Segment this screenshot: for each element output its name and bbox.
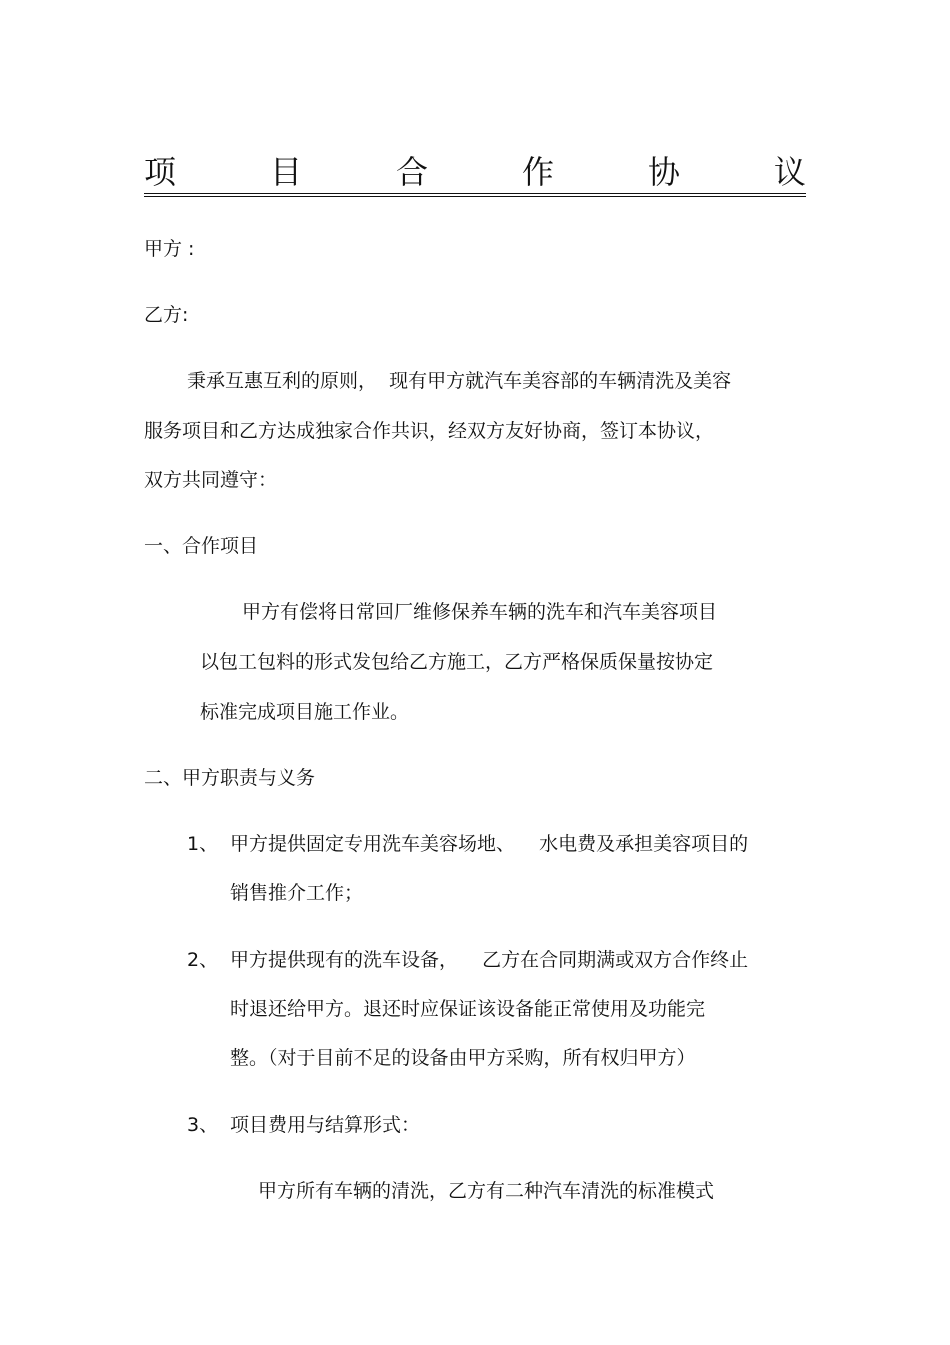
title-char: 作 (521, 153, 554, 191)
preamble-line: 服务项目和乙方达成独家合作共识，经双方友好协商，签订本协议， (144, 420, 715, 442)
party-b-label: 乙方: (144, 304, 189, 326)
list-item-body-line: 甲方所有车辆的清洗，乙方有二种汽车清洗的标准模式 (258, 1180, 715, 1202)
section-body-line: 甲方有偿将日常回厂维修保养车辆的洗车和汽车美容项目 (242, 601, 718, 623)
list-item-number: 1、 (187, 833, 219, 855)
list-item-line: 销售推介工作； (230, 882, 364, 904)
title-char: 协 (647, 153, 680, 191)
list-item-line: 甲方提供固定专用洗车美容场地、 水电费及承担美容项目的 (230, 833, 749, 855)
title-underline (144, 193, 806, 194)
list-item-number: 3、 (187, 1114, 219, 1136)
party-a-label: 甲方 : (144, 238, 195, 260)
title-underline-second (144, 196, 806, 197)
title-char: 议 (773, 153, 806, 191)
list-item-line: 甲方提供现有的洗车设备， 乙方在合同期满或双方合作终止 (230, 949, 749, 971)
document-title (144, 152, 806, 196)
title-char: 项 (144, 153, 177, 191)
section-heading: 一、合作项目 (144, 535, 259, 557)
title-char: 目 (269, 153, 302, 191)
section-body-line: 以包工包料的形式发包给乙方施工，乙方严格保质保量按协定 (200, 651, 714, 673)
list-item-line: 时退还给甲方。退还时应保证该设备能正常使用及功能完 (230, 998, 706, 1020)
list-item-number: 2、 (187, 949, 219, 971)
list-item-line: 整。（对于目前不足的设备由甲方采购，所有权归甲方） (230, 1047, 696, 1069)
list-item-line: 项目费用与结算形式： (230, 1114, 421, 1136)
preamble-line: 秉承互惠互利的原则， 现有甲方就汽车美容部的车辆清洗及美容 (187, 370, 732, 392)
title-char: 合 (395, 153, 428, 191)
section-body-line: 标准完成项目施工作业。 (200, 701, 410, 723)
section-heading: 二、甲方职责与义务 (144, 767, 316, 789)
preamble-line: 双方共同遵守： (144, 469, 278, 491)
